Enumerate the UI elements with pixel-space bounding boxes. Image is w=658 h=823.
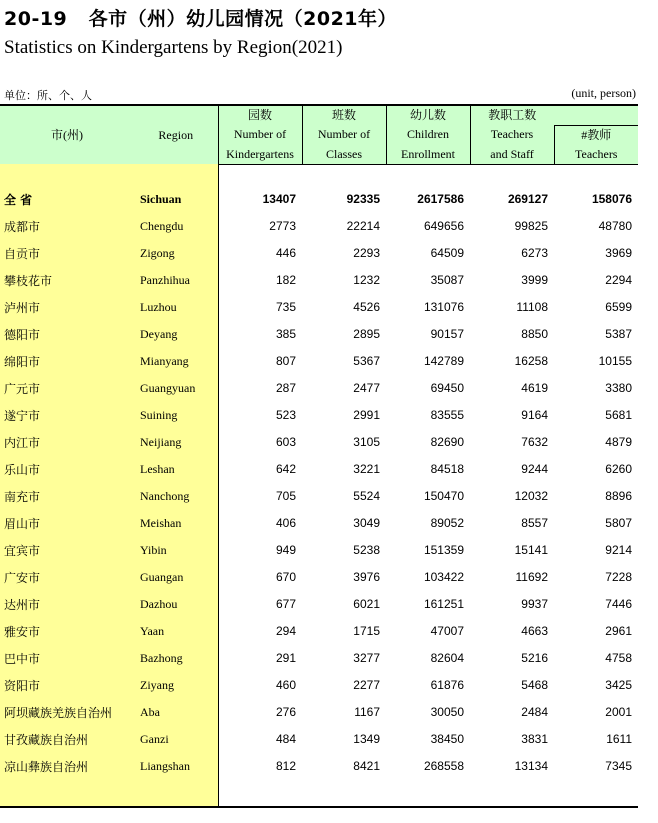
children-cell: 82690 (430, 435, 464, 449)
region-name-en: Bazhong (134, 645, 218, 672)
header-kindergartens-en2: Kindergartens (218, 145, 302, 165)
region-name-cn: 达州市 (0, 591, 134, 618)
staff-cell: 15141 (514, 543, 548, 557)
classes-cell: 3277 (353, 651, 380, 665)
staff-cell: 5216 (521, 651, 548, 665)
header-teachers-en1: #教师 (554, 125, 638, 145)
teachers-cell: 2001 (605, 705, 632, 719)
table-number: 20-19 (4, 8, 68, 30)
table-row (0, 645, 638, 672)
kindergartens-cell: 484 (218, 726, 302, 753)
region-name-cn: 绵阳市 (0, 348, 134, 375)
teachers-cell: 3380 (605, 381, 632, 395)
teachers-cell: 2961 (605, 624, 632, 638)
table-row (0, 348, 638, 375)
kindergartens-cell: 670 (218, 564, 302, 591)
table-row (0, 672, 638, 699)
title-cn-text: 各市（州）幼儿园情况（2021年） (88, 8, 398, 30)
classes-cell: 2293 (353, 246, 380, 260)
teachers-cell: 7228 (605, 570, 632, 584)
staff-cell: 11692 (515, 570, 548, 584)
kindergartens-cell: 13407 (218, 186, 302, 213)
region-name-cn: 自贡市 (0, 240, 134, 267)
teachers-cell: 4758 (605, 651, 632, 665)
children-cell: 268558 (423, 759, 464, 773)
table-row (0, 483, 638, 510)
classes-cell: 3976 (353, 570, 380, 584)
table-row (0, 321, 638, 348)
kindergartens-cell: 406 (218, 510, 302, 537)
table-row (0, 267, 638, 294)
children-cell: 35087 (430, 273, 464, 287)
region-name-cn: 雅安市 (0, 618, 134, 645)
children-cell: 83555 (430, 408, 464, 422)
kindergartens-cell: 446 (218, 240, 302, 267)
kindergartens-cell: 603 (218, 429, 302, 456)
unit-label-en: (unit, person) (571, 86, 636, 100)
region-name-cn: 全 省 (0, 186, 134, 213)
children-cell: 150470 (423, 489, 464, 503)
staff-cell: 2484 (521, 705, 548, 719)
staff-cell: 269127 (507, 192, 548, 206)
region-name-cn: 遂宁市 (0, 402, 134, 429)
children-cell: 2617586 (417, 192, 464, 206)
teachers-cell: 2294 (605, 273, 632, 287)
classes-cell: 6021 (353, 597, 380, 611)
teachers-cell: 6599 (605, 300, 632, 314)
region-name-en: Neijiang (134, 429, 218, 456)
teachers-cell: 5681 (605, 408, 632, 422)
staff-cell: 16258 (514, 354, 548, 368)
region-name-cn: 泸州市 (0, 294, 134, 321)
table-row (0, 618, 638, 645)
region-name-cn: 阿坝藏族羌族自治州 (0, 699, 134, 726)
teachers-cell: 3969 (605, 246, 632, 260)
region-name-en: Mianyang (134, 348, 218, 375)
region-name-en: Meishan (134, 510, 218, 537)
staff-cell: 9937 (521, 597, 548, 611)
children-cell: 103422 (423, 570, 464, 584)
teachers-cell: 5387 (605, 327, 632, 341)
table-row (0, 456, 638, 483)
kindergartens-cell: 735 (218, 294, 302, 321)
table-row (0, 294, 638, 321)
region-name-en: Guangyuan (134, 375, 218, 402)
teachers-cell: 5807 (605, 516, 632, 530)
teachers-cell: 158076 (591, 192, 632, 206)
children-cell: 64509 (430, 246, 464, 260)
region-name-cn: 凉山彝族自治州 (0, 753, 134, 780)
region-name-cn: 内江市 (0, 429, 134, 456)
table-row (0, 564, 638, 591)
region-name-cn: 德阳市 (0, 321, 134, 348)
table-row (0, 213, 638, 240)
classes-cell: 2277 (353, 678, 380, 692)
table-row (0, 240, 638, 267)
region-name-en: Suining (134, 402, 218, 429)
kindergartens-cell: 677 (218, 591, 302, 618)
classes-cell: 2477 (353, 381, 380, 395)
region-name-en: Yaan (134, 618, 218, 645)
staff-cell: 8557 (521, 516, 548, 530)
teachers-cell: 10155 (598, 354, 632, 368)
kindergartens-cell: 949 (218, 537, 302, 564)
region-name-en: Zigong (134, 240, 218, 267)
region-name-en: Panzhihua (134, 267, 218, 294)
region-name-en: Liangshan (134, 753, 218, 780)
children-cell: 30050 (430, 705, 464, 719)
staff-cell: 4663 (521, 624, 548, 638)
table-body (0, 164, 638, 807)
classes-cell: 8421 (353, 759, 380, 773)
page-title-en: Statistics on Kindergartens by Region(2021) (4, 37, 343, 58)
kindergartens-cell: 523 (218, 402, 302, 429)
kindergarten-table (0, 104, 638, 808)
classes-cell: 2991 (353, 408, 380, 422)
unit-label-cn: 单位：所、个、人 (4, 89, 92, 102)
classes-cell: 1715 (353, 624, 380, 638)
region-name-cn: 巴中市 (0, 645, 134, 672)
region-name-en: Ganzi (134, 726, 218, 753)
region-name-cn: 宜宾市 (0, 537, 134, 564)
region-name-en: Nanchong (134, 483, 218, 510)
children-cell: 69450 (430, 381, 464, 395)
header-classes-en1: Number of (302, 125, 386, 145)
region-name-en: Ziyang (134, 672, 218, 699)
staff-cell: 13134 (514, 759, 548, 773)
header-kindergartens-cn: 园数 (218, 105, 302, 125)
table-header (0, 105, 638, 164)
table-row (0, 537, 638, 564)
classes-cell: 1232 (353, 273, 380, 287)
classes-cell: 92335 (346, 192, 380, 206)
teachers-cell: 48780 (598, 219, 632, 233)
header-staff-en2: and Staff (470, 145, 554, 165)
table-row (0, 591, 638, 618)
header-classes-en2: Classes (302, 145, 386, 165)
children-cell: 82604 (430, 651, 464, 665)
classes-cell: 4526 (353, 300, 380, 314)
staff-cell: 11108 (516, 300, 548, 314)
region-name-en: Dazhou (134, 591, 218, 618)
classes-cell: 1167 (354, 705, 380, 719)
classes-cell: 3049 (353, 516, 380, 530)
teachers-cell: 6260 (605, 462, 632, 476)
classes-cell: 22214 (346, 219, 380, 233)
region-name-en: Deyang (134, 321, 218, 348)
region-name-cn: 成都市 (0, 213, 134, 240)
region-name-en: Yibin (134, 537, 218, 564)
kindergartens-cell: 182 (218, 267, 302, 294)
classes-cell: 2895 (353, 327, 380, 341)
table-row (0, 726, 638, 753)
kindergartens-cell: 2773 (218, 213, 302, 240)
staff-cell: 9244 (521, 462, 548, 476)
region-name-en: Aba (134, 699, 218, 726)
children-cell: 142789 (423, 354, 464, 368)
children-cell: 61876 (430, 678, 464, 692)
region-name-en: Leshan (134, 456, 218, 483)
header-teachers-en2: Teachers (554, 145, 638, 165)
staff-cell: 4619 (521, 381, 548, 395)
kindergartens-cell: 812 (218, 753, 302, 780)
region-name-cn: 乐山市 (0, 456, 134, 483)
children-cell: 89052 (430, 516, 464, 530)
header-children-en1: Children (386, 125, 470, 145)
staff-cell: 6273 (521, 246, 548, 260)
header-children-en2: Enrollment (386, 145, 470, 165)
header-kindergartens-en1: Number of (218, 125, 302, 145)
header-staff-en1: Teachers (470, 125, 554, 145)
kindergartens-cell: 642 (218, 456, 302, 483)
header-teachers-cn (554, 105, 638, 125)
table-row (0, 699, 638, 726)
staff-cell: 99825 (514, 219, 548, 233)
region-name-cn: 甘孜藏族自治州 (0, 726, 134, 753)
region-name-cn: 攀枝花市 (0, 267, 134, 294)
teachers-cell: 3425 (605, 678, 632, 692)
classes-cell: 5238 (353, 543, 380, 557)
region-name-cn: 资阳市 (0, 672, 134, 699)
region-name-en: Sichuan (134, 186, 218, 213)
staff-cell: 3999 (521, 273, 548, 287)
children-cell: 90157 (430, 327, 464, 341)
children-cell: 151359 (423, 543, 464, 557)
teachers-cell: 7345 (605, 759, 632, 773)
staff-cell: 9164 (521, 408, 548, 422)
kindergartens-cell: 276 (218, 699, 302, 726)
children-cell: 161251 (423, 597, 464, 611)
table-row (0, 429, 638, 456)
staff-cell: 12032 (514, 489, 548, 503)
children-cell: 131076 (423, 300, 464, 314)
region-name-cn: 广安市 (0, 564, 134, 591)
staff-cell: 7632 (521, 435, 548, 449)
table-row (0, 510, 638, 537)
kindergartens-cell: 460 (218, 672, 302, 699)
classes-cell: 5367 (353, 354, 380, 368)
staff-cell: 3831 (521, 732, 548, 746)
header-region-en: Region (134, 105, 218, 164)
classes-cell: 3221 (353, 462, 380, 476)
teachers-cell: 7446 (605, 597, 632, 611)
header-classes-cn: 班数 (302, 105, 386, 125)
header-region-cn: 市(州) (0, 105, 134, 164)
classes-cell: 5524 (353, 489, 380, 503)
classes-cell: 3105 (353, 435, 380, 449)
children-cell: 38450 (430, 732, 464, 746)
teachers-cell: 4879 (605, 435, 632, 449)
region-name-cn: 南充市 (0, 483, 134, 510)
kindergartens-cell: 287 (218, 375, 302, 402)
children-cell: 649656 (423, 219, 464, 233)
teachers-cell: 9214 (605, 543, 632, 557)
kindergartens-cell: 807 (218, 348, 302, 375)
teachers-cell: 8896 (605, 489, 632, 503)
table-row (0, 753, 638, 780)
table-row-total (0, 186, 638, 213)
staff-cell: 5468 (521, 678, 548, 692)
children-cell: 84518 (430, 462, 464, 476)
kindergartens-cell: 291 (218, 645, 302, 672)
page-title-cn (4, 4, 397, 31)
children-cell: 47007 (430, 624, 464, 638)
classes-cell: 1349 (353, 732, 380, 746)
header-children-cn: 幼儿数 (386, 105, 470, 125)
region-name-cn: 眉山市 (0, 510, 134, 537)
kindergartens-cell: 705 (218, 483, 302, 510)
region-name-cn: 广元市 (0, 375, 134, 402)
staff-cell: 8850 (521, 327, 548, 341)
region-name-en: Luzhou (134, 294, 218, 321)
table-row (0, 402, 638, 429)
kindergartens-cell: 294 (218, 618, 302, 645)
table-row (0, 375, 638, 402)
kindergartens-cell: 385 (218, 321, 302, 348)
region-name-en: Guangan (134, 564, 218, 591)
region-name-en: Chengdu (134, 213, 218, 240)
teachers-cell: 1611 (606, 732, 632, 746)
header-staff-cn: 教职工数 (470, 105, 554, 125)
